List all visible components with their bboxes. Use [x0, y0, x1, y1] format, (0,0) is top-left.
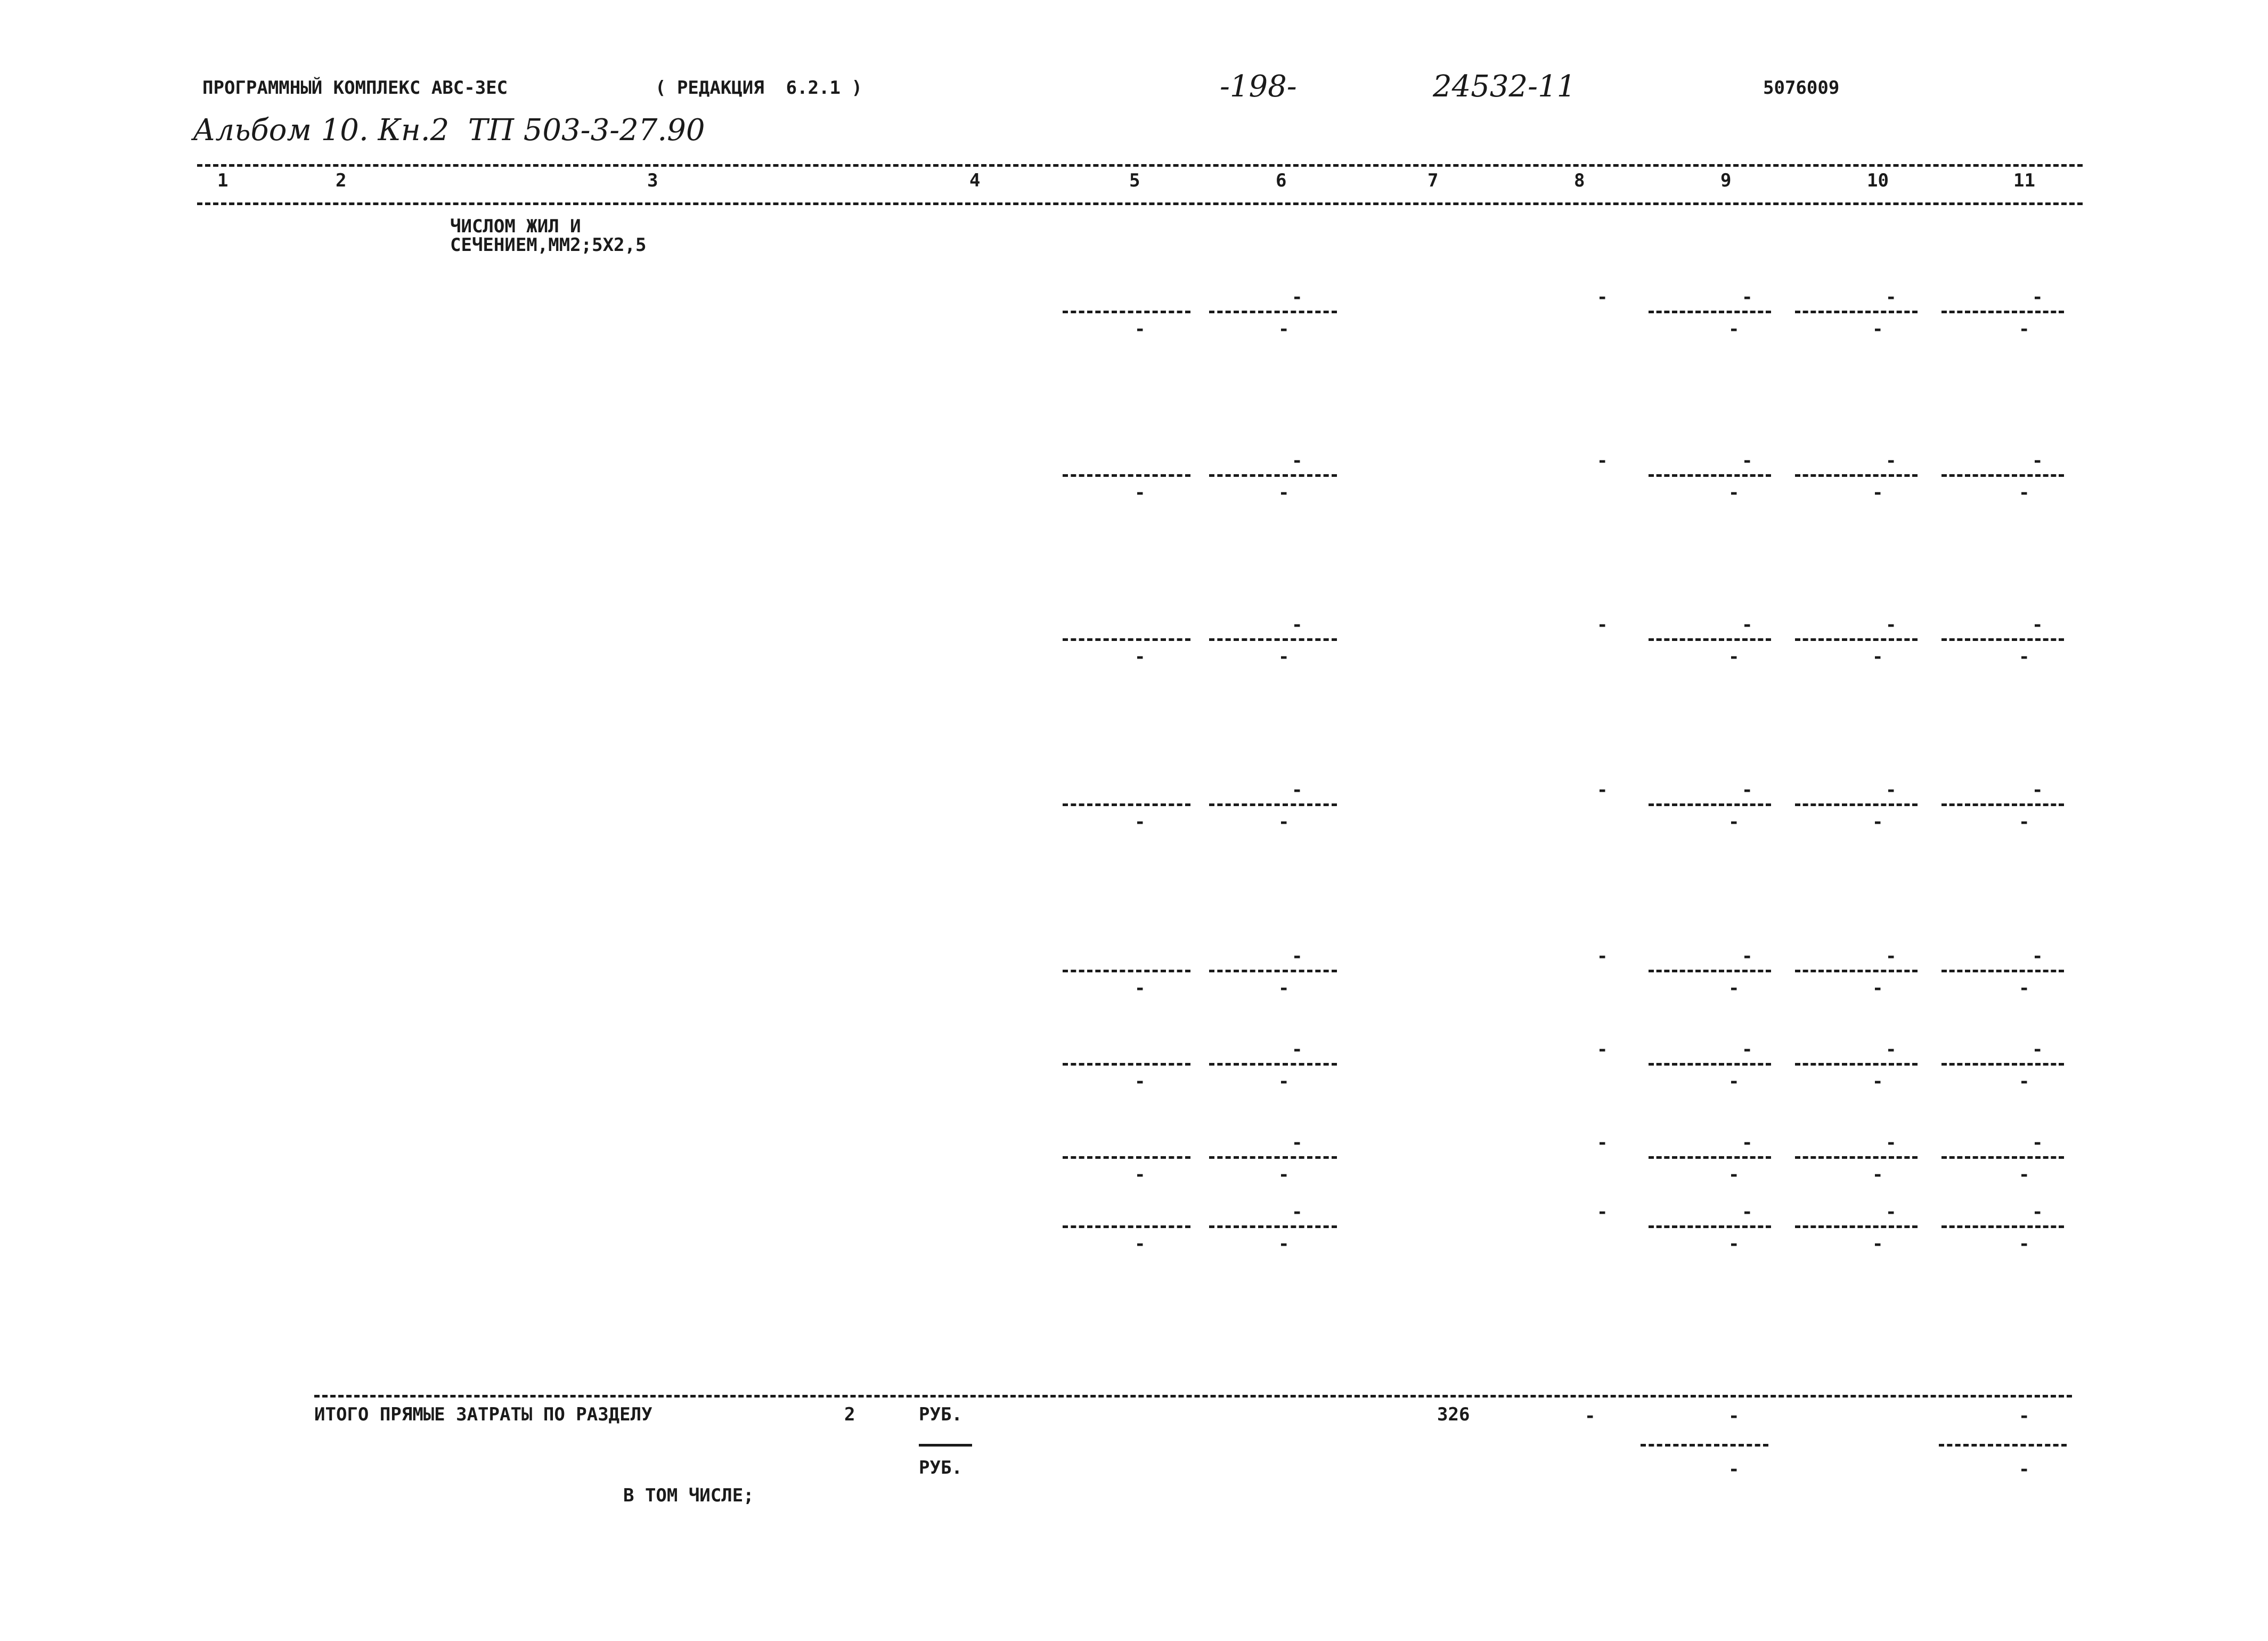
total-col9-rule [1641, 1444, 1768, 1447]
page-number: -198- [1220, 69, 1297, 104]
continuation-line: СЕЧЕНИЕМ,ММ2;5Х2,5 [450, 234, 647, 256]
header-rule-top [197, 164, 2083, 167]
row-col9-dash-lower: - [1728, 319, 1740, 340]
row-col11-dash-lower: - [2019, 1164, 2030, 1185]
row-fraction-rule [1941, 803, 2064, 806]
column-header-3: 3 [647, 170, 658, 191]
row-fraction-rule [1795, 1225, 1918, 1228]
row-col5-dash-lower: - [1135, 1071, 1146, 1092]
row-col10-dash: - [1886, 1132, 1897, 1153]
row-col10-dash: - [1886, 1039, 1897, 1060]
row-col10-dash-lower: - [1872, 646, 1883, 668]
row-col5-dash-lower: - [1135, 811, 1146, 833]
row-fraction-rule [1063, 970, 1190, 972]
row-fraction-rule [1941, 474, 2064, 477]
row-fraction-rule [1795, 311, 1918, 313]
row-fraction-rule [1649, 803, 1771, 806]
row-col9-dash: - [1742, 779, 1753, 801]
row-col10-dash-lower: - [1872, 1071, 1883, 1092]
row-col8-dash: - [1597, 779, 1608, 801]
row-col8-dash: - [1597, 614, 1608, 636]
row-fraction-rule [1941, 311, 2064, 313]
row-col10-dash-lower: - [1872, 482, 1883, 503]
row-col6-dash: - [1292, 450, 1303, 472]
total-col11-dash: - [2019, 1406, 2030, 1427]
row-col8-dash: - [1597, 1201, 1608, 1223]
row-col6-dash: - [1292, 1132, 1303, 1153]
row-col5-dash-lower: - [1135, 978, 1146, 999]
row-col5-dash-lower: - [1135, 1164, 1146, 1185]
row-col11-dash: - [2032, 450, 2043, 472]
total-label: ИТОГО ПРЯМЫЕ ЗАТРАТЫ ПО РАЗДЕЛУ [314, 1404, 652, 1425]
row-col6-dash: - [1292, 1039, 1303, 1060]
row-fraction-rule [1063, 1156, 1190, 1159]
row-col9-dash: - [1742, 1039, 1753, 1060]
total-rule [314, 1395, 2072, 1398]
row-col6-dash-lower: - [1278, 319, 1290, 340]
total-col9-dash-2: - [1728, 1459, 1740, 1480]
row-col10-dash-lower: - [1872, 319, 1883, 340]
row-col8-dash: - [1597, 1039, 1608, 1060]
row-col9-dash: - [1742, 946, 1753, 967]
row-col9-dash-lower: - [1728, 646, 1740, 668]
row-col11-dash: - [2032, 1201, 2043, 1223]
row-fraction-rule [1063, 311, 1190, 313]
column-header-2: 2 [336, 170, 347, 191]
serial-number: 5076009 [1763, 77, 1840, 99]
row-fraction-rule [1941, 970, 2064, 972]
row-fraction-rule [1649, 970, 1771, 972]
row-fraction-rule [1063, 638, 1190, 641]
row-col9-dash-lower: - [1728, 1071, 1740, 1092]
row-fraction-rule [1063, 474, 1190, 477]
row-fraction-rule [1795, 1063, 1918, 1066]
row-fraction-rule [1941, 1063, 2064, 1066]
row-col10-dash-lower: - [1872, 811, 1883, 833]
total-col11-dash-2: - [2019, 1459, 2030, 1480]
column-header-1: 1 [217, 170, 229, 191]
row-col9-dash-lower: - [1728, 811, 1740, 833]
row-col11-dash: - [2032, 779, 2043, 801]
row-fraction-rule [1209, 803, 1337, 806]
row-col9-dash: - [1742, 287, 1753, 308]
row-col8-dash: - [1597, 1132, 1608, 1153]
row-col10-dash: - [1886, 946, 1897, 967]
row-fraction-rule [1795, 803, 1918, 806]
total-currency: РУБ. [919, 1404, 962, 1425]
row-col9-dash: - [1742, 614, 1753, 636]
column-header-8: 8 [1574, 170, 1585, 191]
column-header-10: 10 [1867, 170, 1889, 191]
row-col6-dash: - [1292, 946, 1303, 967]
total-col7: 326 [1437, 1404, 1470, 1425]
row-col6-dash-lower: - [1278, 1164, 1290, 1185]
row-fraction-rule [1063, 1225, 1190, 1228]
row-col9-dash: - [1742, 450, 1753, 472]
row-col8-dash: - [1597, 287, 1608, 308]
row-col11-dash: - [2032, 614, 2043, 636]
row-col9-dash-lower: - [1728, 978, 1740, 999]
row-col11-dash-lower: - [2019, 811, 2030, 833]
row-fraction-rule [1649, 638, 1771, 641]
row-fraction-rule [1649, 311, 1771, 313]
row-fraction-rule [1209, 638, 1337, 641]
row-col11-dash-lower: - [2019, 646, 2030, 668]
row-fraction-rule [1649, 1063, 1771, 1066]
total-currency-2: РУБ. [919, 1457, 962, 1478]
row-col11-dash-lower: - [2019, 1071, 2030, 1092]
row-col10-dash: - [1886, 1201, 1897, 1223]
row-col11-dash: - [2032, 946, 2043, 967]
row-col10-dash-lower: - [1872, 1164, 1883, 1185]
row-col8-dash: - [1597, 450, 1608, 472]
column-header-11: 11 [2013, 170, 2035, 191]
row-col5-dash-lower: - [1135, 319, 1146, 340]
row-col6-dash-lower: - [1278, 1071, 1290, 1092]
program-name: ПРОГРАММНЫЙ КОМПЛЕКС АВС-3ЕС [202, 77, 508, 99]
row-col8-dash: - [1597, 946, 1608, 967]
row-col6-dash: - [1292, 779, 1303, 801]
row-col11-dash-lower: - [2019, 1233, 2030, 1255]
column-header-6: 6 [1276, 170, 1287, 191]
row-col6-dash-lower: - [1278, 811, 1290, 833]
row-col6-dash: - [1292, 287, 1303, 308]
row-fraction-rule [1063, 803, 1190, 806]
row-fraction-rule [1795, 474, 1918, 477]
row-col9-dash-lower: - [1728, 1233, 1740, 1255]
row-col5-dash-lower: - [1135, 1233, 1146, 1255]
row-fraction-rule [1941, 638, 2064, 641]
row-fraction-rule [1209, 1225, 1337, 1228]
row-fraction-rule [1209, 1156, 1337, 1159]
row-col6-dash-lower: - [1278, 978, 1290, 999]
row-fraction-rule [1941, 1156, 2064, 1159]
row-col6-dash: - [1292, 1201, 1303, 1223]
row-fraction-rule [1209, 970, 1337, 972]
row-col5-dash-lower: - [1135, 646, 1146, 668]
row-col6-dash: - [1292, 614, 1303, 636]
row-fraction-rule [1649, 1156, 1771, 1159]
row-col10-dash: - [1886, 779, 1897, 801]
total-col11-rule [1939, 1444, 2067, 1447]
column-header-7: 7 [1427, 170, 1439, 191]
row-col10-dash-lower: - [1872, 978, 1883, 999]
row-col9-dash-lower: - [1728, 1164, 1740, 1185]
total-section: 2 [844, 1404, 855, 1425]
row-fraction-rule [1209, 474, 1337, 477]
row-col11-dash-lower: - [2019, 319, 2030, 340]
row-fraction-rule [1063, 1063, 1190, 1066]
row-col9-dash-lower: - [1728, 482, 1740, 503]
row-col11-dash: - [2032, 1039, 2043, 1060]
row-fraction-rule [1209, 311, 1337, 313]
row-fraction-rule [1795, 638, 1918, 641]
row-fraction-rule [1941, 1225, 2064, 1228]
row-col10-dash-lower: - [1872, 1233, 1883, 1255]
row-col11-dash-lower: - [2019, 482, 2030, 503]
row-col6-dash-lower: - [1278, 646, 1290, 668]
row-col11-dash-lower: - [2019, 978, 2030, 999]
row-fraction-rule [1209, 1063, 1337, 1066]
row-fraction-rule [1649, 1225, 1771, 1228]
row-col6-dash-lower: - [1278, 482, 1290, 503]
row-fraction-rule [1649, 474, 1771, 477]
column-header-4: 4 [969, 170, 981, 191]
document-code: 24532-11 [1433, 69, 1576, 104]
edition: ( РЕДАКЦИЯ 6.2.1 ) [655, 77, 862, 99]
row-col5-dash-lower: - [1135, 482, 1146, 503]
row-col10-dash: - [1886, 287, 1897, 308]
row-col6-dash-lower: - [1278, 1233, 1290, 1255]
total-col9-dash: - [1728, 1406, 1740, 1427]
row-col11-dash: - [2032, 287, 2043, 308]
total-currency-rule [919, 1444, 972, 1447]
row-col11-dash: - [2032, 1132, 2043, 1153]
album-reference: Альбом 10. Кн.2 ТП 503-3-27.90 [193, 113, 705, 148]
column-header-9: 9 [1720, 170, 1732, 191]
row-col10-dash: - [1886, 614, 1897, 636]
total-col8-dash: - [1585, 1406, 1596, 1427]
row-col9-dash: - [1742, 1201, 1753, 1223]
header-rule-bottom [197, 202, 2083, 205]
continuation-line: ЧИСЛОМ ЖИЛ И [450, 216, 581, 237]
row-col9-dash: - [1742, 1132, 1753, 1153]
row-col10-dash: - [1886, 450, 1897, 472]
row-fraction-rule [1795, 1156, 1918, 1159]
row-fraction-rule [1795, 970, 1918, 972]
column-header-5: 5 [1129, 170, 1140, 191]
including-label: В ТОМ ЧИСЛЕ; [623, 1485, 754, 1506]
